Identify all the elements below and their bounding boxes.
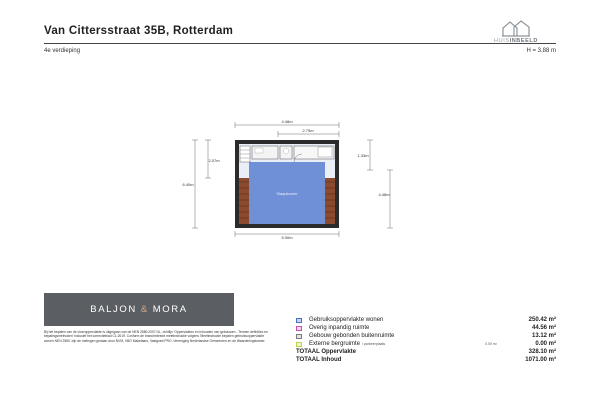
legend-swatch bbox=[296, 342, 302, 347]
total-value: 1071.00 m³ bbox=[525, 357, 556, 363]
legend-row-living bbox=[296, 317, 556, 325]
ceiling-height-label: H = 3.88 m bbox=[526, 48, 556, 54]
dim-top-outer: 4.48m bbox=[281, 119, 293, 124]
legend-label bbox=[309, 341, 385, 347]
dim-left-outer: 6.40m bbox=[182, 182, 194, 187]
brand-name-left: BALJON bbox=[90, 304, 137, 315]
house-logo-icon bbox=[501, 20, 531, 37]
dim-right-lower: 4.48m bbox=[378, 192, 390, 197]
legend-sublabel: / parkeerplaats bbox=[362, 342, 386, 346]
legend-value: 0.00 m² bbox=[535, 341, 556, 347]
logo-word-2: INBEELD bbox=[509, 38, 538, 44]
legend-label-text: Externe bergruimte bbox=[309, 341, 361, 347]
measurement-disclaimer: Bij het bepalen van de vloeroppervlakte is uitgegaan van de NEN 2580:2007 NL, richtlijn 'Oppervlakten en inhouden van gebouwen - Termen definities en bepalingsmethoden' inclusief het correctieblad C1:2019. Conform de branchebrede meetinstructie volgens 'Meetinstructie bepalen gebruiksoppervlakte wonen NEN 2580' zijn de metingen gedaan door NVM, VBO Makelaars, Vastgoed PRO, Vereniging Nederlandse Gemeenten en de Waarderingskamer. bbox=[44, 330, 268, 343]
legend-label: Gebouw gebonden buitenruimte bbox=[309, 333, 395, 339]
brand-banner bbox=[44, 293, 234, 326]
left-slope-area bbox=[239, 178, 249, 224]
dim-bottom: 5.90m bbox=[281, 235, 293, 240]
legend-swatch bbox=[296, 326, 302, 331]
legend-value: 13.12 m² bbox=[531, 333, 556, 339]
right-slope-area bbox=[325, 178, 335, 224]
brand-name-right: MORA bbox=[152, 304, 188, 315]
legend-value: 44.56 m² bbox=[531, 325, 556, 331]
dim-right-upper: 1.33m bbox=[357, 153, 369, 158]
area-legend bbox=[296, 317, 556, 365]
legend-value: 250.42 m² bbox=[528, 317, 556, 323]
legend-swatch bbox=[296, 334, 302, 339]
total-volume-row bbox=[296, 357, 556, 365]
dim-top-inner: 2.79m bbox=[302, 128, 314, 133]
logo-wordmark bbox=[484, 38, 548, 44]
legend-parking-value: 0.00 m² bbox=[485, 342, 497, 346]
brand-ampersand: & bbox=[140, 304, 149, 315]
total-label: TOTAAL Inhoud bbox=[296, 357, 342, 363]
legend-row-outdoor bbox=[296, 333, 556, 341]
legend-row-external-storage bbox=[296, 341, 556, 349]
total-value: 328.10 m² bbox=[528, 349, 556, 355]
floor-plan bbox=[160, 110, 420, 240]
legend-label: Gebruiksoppervlakte wonen bbox=[309, 317, 384, 323]
sink bbox=[255, 148, 263, 153]
total-label: TOTAAL Oppervlakte bbox=[296, 349, 357, 355]
floor-label: 4e verdieping bbox=[44, 48, 81, 54]
bathtub bbox=[318, 147, 332, 157]
huisinbeeld-logo bbox=[484, 20, 548, 46]
room-label: Slaapkamer bbox=[276, 191, 298, 196]
legend-swatch bbox=[296, 318, 302, 323]
header-divider bbox=[44, 43, 556, 44]
address-title: Van Cittersstraat 35B, Rotterdam bbox=[44, 25, 234, 37]
legend-label: Overig inpandig ruimte bbox=[309, 325, 370, 331]
total-area-row bbox=[296, 349, 556, 357]
logo-word-1: HUIS bbox=[494, 38, 510, 44]
dim-left-inner: 2.07m bbox=[208, 158, 220, 163]
legend-row-other-indoor bbox=[296, 325, 556, 333]
toilet bbox=[284, 148, 289, 154]
